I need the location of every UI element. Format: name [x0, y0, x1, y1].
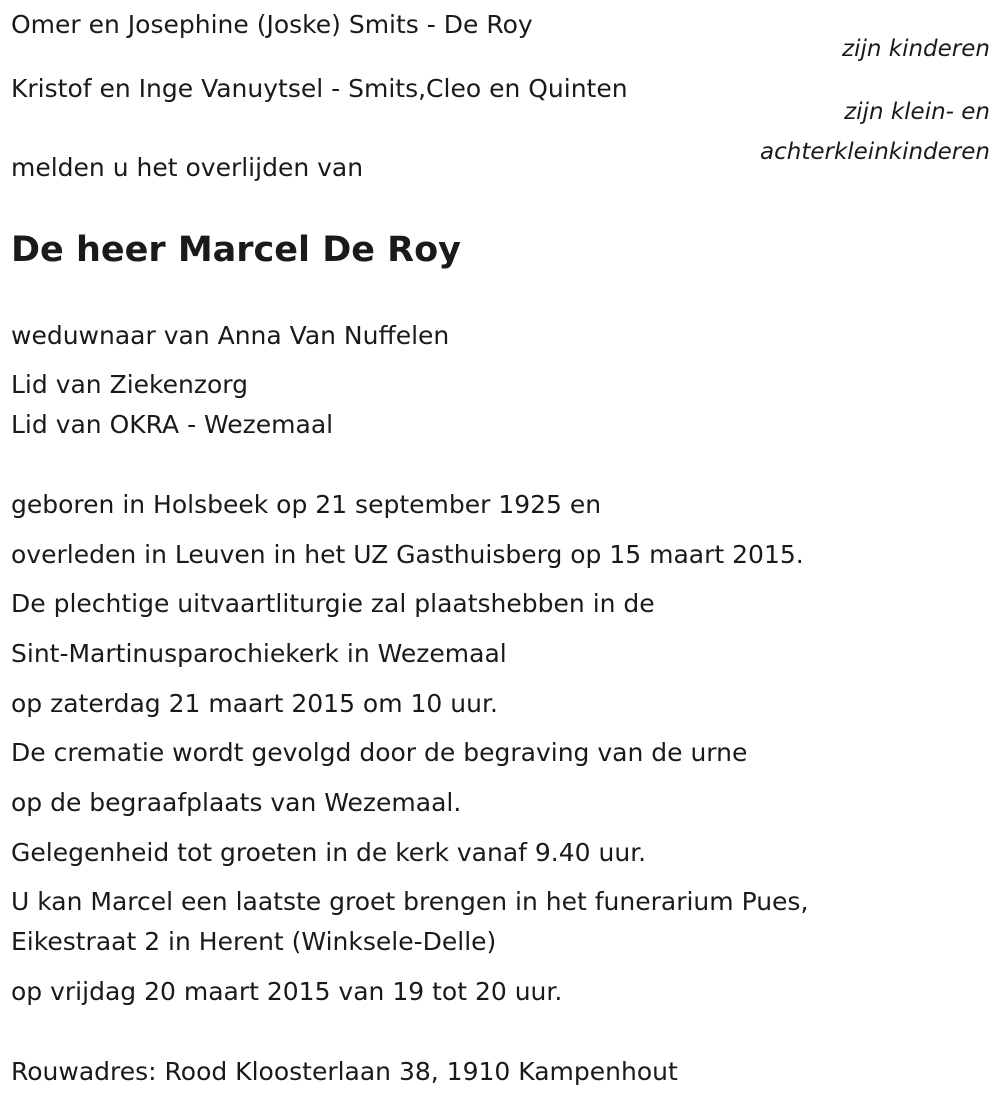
body-line: geboren in Holsbeek op 21 september 1925 en — [11, 490, 602, 519]
mourning-address: Rouwadres: Rood Kloosterlaan 38, 1910 Kampenhout — [11, 1057, 678, 1086]
announcement-text: melden u het overlijden van — [11, 153, 364, 182]
body-line: overleden in Leuven in het UZ Gasthuisberg op 15 maart 2015. — [11, 540, 804, 569]
body-line: op de begraafplaats van Wezemaal. — [11, 788, 462, 817]
body-line: De plechtige uitvaartliturgie zal plaatshebben in de — [11, 589, 655, 618]
grandchildren-role-line2: achterkleinkinderen — [760, 139, 990, 165]
detail-widower: weduwnaar van Anna Van Nuffelen — [11, 321, 450, 350]
grandchildren-role-line1: zijn klein- en — [844, 99, 990, 125]
grandchildren-names: Kristof en Inge Vanuytsel - Smits,Cleo en Quinten — [11, 74, 628, 103]
deceased-name: De heer Marcel De Roy — [11, 230, 461, 270]
body-line: Eikestraat 2 in Herent (Winksele-Delle) — [11, 927, 497, 956]
body-line: op zaterdag 21 maart 2015 om 10 uur. — [11, 689, 498, 718]
body-line: De crematie wordt gevolgd door de begraving van de urne — [11, 738, 748, 767]
body-line: Sint-Martinusparochiekerk in Wezemaal — [11, 639, 507, 668]
detail-membership-ziekenzorg: Lid van Ziekenzorg — [11, 370, 248, 399]
body-line: Gelegenheid tot groeten in de kerk vanaf 9.40 uur. — [11, 838, 647, 867]
children-names: Omer en Josephine (Joske) Smits - De Roy — [11, 10, 533, 39]
body-line: U kan Marcel een laatste groet brengen in het funerarium Pues, — [11, 887, 809, 916]
detail-membership-okra: Lid van OKRA - Wezemaal — [11, 410, 334, 439]
children-role: zijn kinderen — [842, 36, 990, 62]
body-line: op vrijdag 20 maart 2015 van 19 tot 20 uur. — [11, 977, 563, 1006]
